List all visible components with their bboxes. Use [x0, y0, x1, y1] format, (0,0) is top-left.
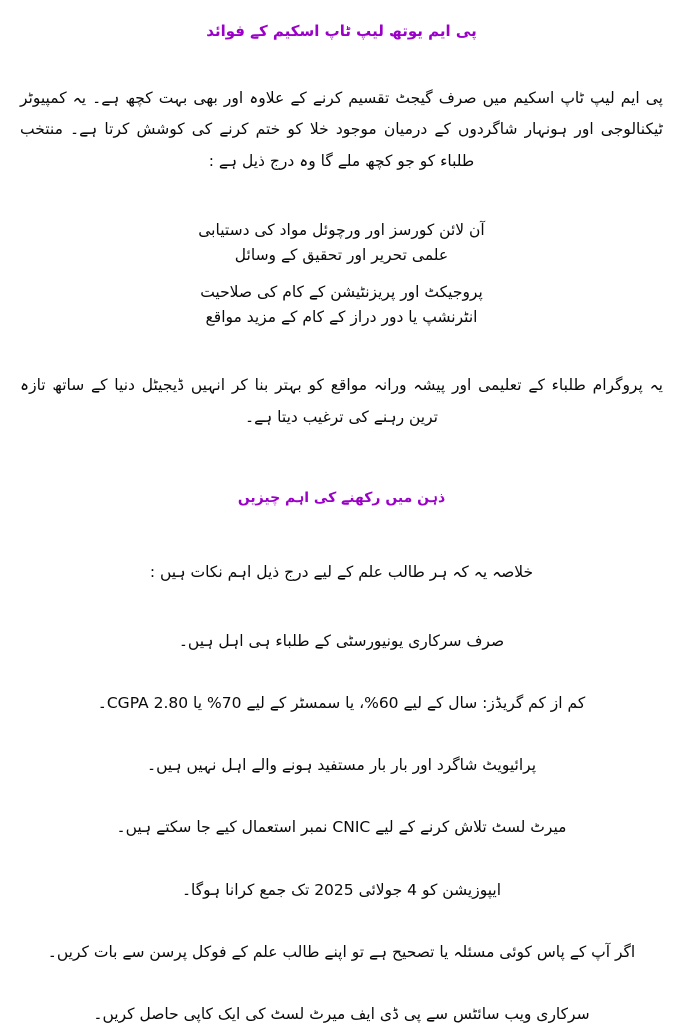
- key-points-list: [14, 630, 669, 1026]
- spacer: [14, 434, 669, 474]
- benefits-list: [14, 218, 669, 330]
- list-item: انٹرنشپ یا دور دراز کے کام کے مزید مواقع: [205, 308, 478, 327]
- closing-paragraph: یہ پروگرام طلباء کے تعلیمی اور پیشہ ورانہ مواقع کو بہتر بنا کر انہیں ڈیجیٹل دنیا کے ساتھ تازہ ترین رہنے کی ترغیب دیتا ہے۔: [20, 376, 663, 426]
- points-intro: خلاصہ یہ کہ ہر طالب علم کے لیے درج ذیل اہم نکات ہیں :: [149, 562, 534, 581]
- list-item: علمی تحریر اور تحقیق کے وسائل: [234, 245, 449, 264]
- list-item: اگر آپ کے پاس کوئی مسئلہ یا تصحیح ہے تو اپنے طالب علم کے فوکل پرسن سے بات کریں۔: [47, 942, 636, 961]
- page-title: پی ایم یوتھ لیپ ٹاپ اسکیم کے فوائد: [206, 22, 477, 40]
- list-item: آن لائن کورسز اور ورچوئل مواد کی دستیابی: [198, 220, 485, 239]
- list-item: ایپوزیشن کو 4 جولائی 2025 تک جمع کرانا ہوگا۔: [181, 880, 502, 899]
- list-item: صرف سرکاری یونیورسٹی کے طلباء ہی اہل ہیں۔: [178, 631, 505, 650]
- secondary-title: ذہن میں رکھنے کی اہم چیزیں: [237, 489, 446, 506]
- list-item: کم از کم گریڈز: سال کے لیے 60%، یا سمسٹر کے لیے 70% یا CGPA 2.80۔: [97, 693, 586, 712]
- list-item: میرٹ لسٹ تلاش کرنے کے لیے CNIC نمبر استعمال کیے جا سکتے ہیں۔: [116, 818, 567, 837]
- spacer: [14, 43, 669, 83]
- list-item: پرائیویٹ شاگرد اور بار بار مستفید ہونے والے اہل نہیں ہیں۔: [146, 756, 537, 775]
- list-item: سرکاری ویب سائٹس سے پی ڈی ایف میرٹ لسٹ کی ایک کاپی حاصل کریں۔: [93, 1005, 590, 1024]
- intro-paragraph: پی ایم لیپ ٹاپ اسکیم میں صرف گیجٹ تقسیم کرنے کے علاوہ اور بھی بہت کچھ ہے۔ یہ کمپیوٹر ٹیکنالوجی اور ہونہار شاگردوں کے درمیان موجود خلا کو ختم کرنے کی کوشش کرتا ہے۔ منتخب طلباء کو جو کچھ ملے گا وہ درج ذیل ہے :: [20, 88, 663, 171]
- spacer: [14, 549, 669, 557]
- list-item: پروجیکٹ اور پریزنٹیشن کے کام کی صلاحیت: [200, 283, 483, 302]
- spacer: [14, 474, 669, 488]
- spacer: [14, 178, 669, 218]
- spacer: [14, 330, 669, 370]
- spacer: [14, 509, 669, 549]
